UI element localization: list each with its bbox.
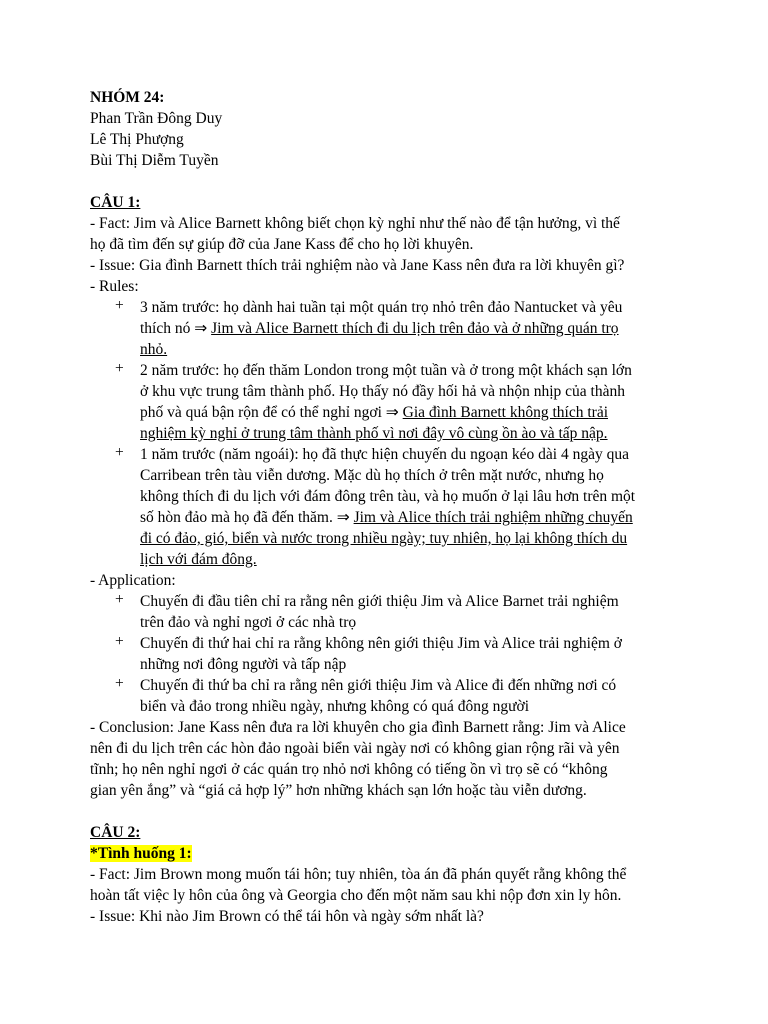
bullet-plus: + xyxy=(115,360,124,377)
question-2-heading: CÂU 2: xyxy=(90,824,141,841)
rule-text-line xyxy=(140,402,708,423)
q1-conclusion-line: - Conclusion: Jane Kass nên đưa ra lời khuyên cho gia đình Barnett rằng: Jim và Alice xyxy=(90,719,626,736)
rule-text-line: ở khu vực trung tâm thành phố. Họ thấy nó đầy hối hả và nhộn nhịp của thành xyxy=(140,383,625,400)
q1-conclusion-line: tĩnh; họ nên nghỉ ngơi ở các quán trọ nhỏ nơi không có tiếng ồn vì trọ sẽ có “không xyxy=(90,761,608,778)
application-item xyxy=(90,591,708,633)
application-item xyxy=(90,633,708,675)
application-text-line: Chuyến đi đầu tiên chỉ ra rằng nên giới thiệu Jim và Alice Barnet trải nghiệm xyxy=(140,593,619,610)
group-heading: NHÓM 24: xyxy=(90,89,165,106)
application-text-line: những nơi đông người và tấp nập xyxy=(140,656,347,673)
rule-conclusion-underlined: nhỏ. xyxy=(140,341,168,358)
application-item xyxy=(90,675,708,717)
rule-text: phố và quá bận rộn để có thể nghỉ ngơi ⇒ xyxy=(140,404,403,421)
rule-conclusion-underlined: Gia đình Barnett không thích trải xyxy=(402,404,609,421)
q1-fact-line: họ đã tìm đến sự giúp đỡ của Jane Kass để cho họ lời khuyên. xyxy=(90,236,474,253)
rule-text-line: Carribean trên tàu viễn dương. Mặc dù họ thích ở trên mặt nước, nhưng họ xyxy=(140,467,604,484)
bullet-plus: + xyxy=(115,444,124,461)
situation-1-heading: *Tình huống 1: xyxy=(90,845,192,862)
rule-text-line xyxy=(140,507,708,528)
application-text-line: biển và đảo trong nhiều ngày, nhưng không có quá đông người xyxy=(140,698,530,715)
rule-item xyxy=(90,297,708,360)
application-text-line: trên đảo và nghỉ ngơi ở các nhà trọ xyxy=(140,614,357,631)
q2-fact-line: hoàn tất việc ly hôn của ông và Georgia cho đến một năm sau khi nộp đơn xin ly hôn. xyxy=(90,887,622,904)
q1-rules-label: - Rules: xyxy=(90,278,139,295)
rule-item xyxy=(90,360,708,444)
q2-issue: - Issue: Khi nào Jim Brown có thể tái hôn và ngày sớm nhất là? xyxy=(90,908,484,925)
rule-conclusion-underlined: nghiệm kỳ nghỉ ở trung tâm thành phố vì nơi đây vô cùng ồn ào và tấp nập. xyxy=(140,425,608,442)
q1-issue: - Issue: Gia đình Barnett thích trải nghiệm nào và Jane Kass nên đưa ra lời khuyên gì? xyxy=(90,257,625,274)
q1-conclusion-line: gian yên ắng” và “giá cả hợp lý” hơn những khách sạn lớn hoặc tàu viễn dương. xyxy=(90,782,587,799)
rule-text-line: 2 năm trước: họ đến thăm London trong một tuần và ở trong một khách sạn lớn xyxy=(140,362,632,379)
rule-text-line: 1 năm trước (năm ngoái): họ đã thực hiện chuyến du ngoạn kéo dài 4 ngày qua xyxy=(140,446,629,463)
q1-conclusion-line: nên đi du lịch trên các hòn đảo ngoài biển vài ngày nơi có không gian rộng rãi và yên xyxy=(90,740,620,757)
rule-conclusion-underlined: Jim và Alice Barnett thích đi du lịch trên đảo và ở những quán trọ xyxy=(211,320,619,337)
rule-text-line xyxy=(140,318,708,339)
bullet-plus: + xyxy=(115,297,124,314)
bullet-plus: + xyxy=(115,675,124,692)
rule-conclusion-underlined: Jim và Alice thích trải nghiệm những chuyến xyxy=(353,509,633,526)
rule-conclusion-underlined: lịch với đám đông. xyxy=(140,551,257,568)
q1-fact-line: - Fact: Jim và Alice Barnett không biết chọn kỳ nghỉ như thế nào để tận hưởng, vì thế xyxy=(90,215,620,232)
rule-conclusion-underlined: đi có đảo, gió, biển và nước trong nhiều ngày; tuy nhiên, họ lại không thích du xyxy=(140,530,628,547)
question-1-heading: CÂU 1: xyxy=(90,194,141,211)
rule-text: thích nó ⇒ xyxy=(140,320,212,337)
member-name: Lê Thị Phượng xyxy=(90,131,184,148)
rule-text-line: không thích đi du lịch với đám đông trên tàu, và họ muốn ở lại lâu hơn trên một xyxy=(140,488,636,505)
rule-item xyxy=(90,444,708,570)
member-name: Phan Trần Đông Duy xyxy=(90,110,223,127)
member-name: Bùi Thị Diễm Tuyền xyxy=(90,152,219,169)
application-text-line: Chuyến đi thứ ba chỉ ra rằng nên giới thiệu Jim và Alice đi đến những nơi có xyxy=(140,677,617,694)
application-text-line: Chuyến đi thứ hai chỉ ra rằng không nên giới thiệu Jim và Alice trải nghiệm ở xyxy=(140,635,622,652)
q1-application-label: - Application: xyxy=(90,572,176,589)
rule-text-line: 3 năm trước: họ dành hai tuần tại một quán trọ nhỏ trên đảo Nantucket và yêu xyxy=(140,299,623,316)
bullet-plus: + xyxy=(115,591,124,608)
bullet-plus: + xyxy=(115,633,124,650)
q2-fact-line: - Fact: Jim Brown mong muốn tái hôn; tuy nhiên, tòa án đã phán quyết rằng không thể xyxy=(90,866,627,883)
rule-text: số hòn đảo mà họ đã đến thăm. ⇒ xyxy=(140,509,354,526)
